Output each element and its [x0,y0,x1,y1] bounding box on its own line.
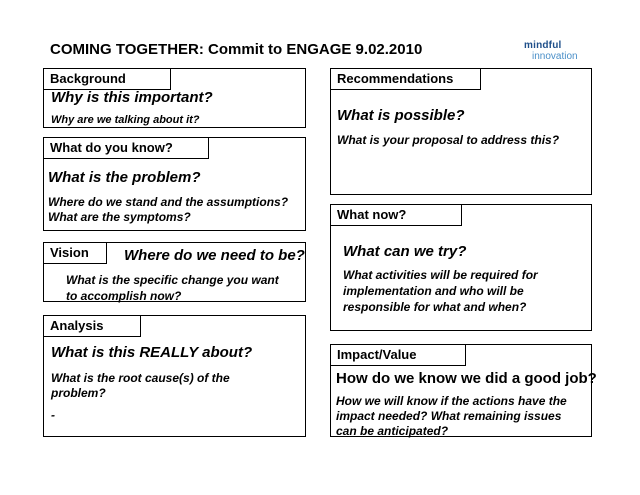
what-now-tab: What now? [330,204,462,226]
impact-value-tab: Impact/Value [330,344,466,366]
analysis-dash: - [51,408,55,422]
know-sub2: What are the symptoms? [48,210,191,224]
know-question: What is the problem? [48,169,201,186]
analysis-sub1: What is the root cause(s) of the [51,371,230,385]
page-title: COMING TOGETHER: Commit to ENGAGE 9.02.2010 [50,41,423,58]
vision-sub1: What is the specific change you want [66,273,279,287]
background-tab: Background [43,68,171,90]
know-sub1: Where do we stand and the assumptions? [48,195,289,209]
know-box [43,137,306,231]
background-question: Why is this important? [51,89,213,106]
recommendations-tab: Recommendations [330,68,481,90]
vision-sub2: to accomplish now? [66,289,182,303]
what-now-box [330,204,592,331]
recommendations-question: What is possible? [337,107,465,124]
what-now-sub1: What activities will be required for [343,268,538,282]
impact-value-sub3: can be anticipated? [336,424,449,438]
what-now-question: What can we try? [343,243,467,260]
know-tab: What do you know? [43,137,209,159]
analysis-box [43,315,306,437]
analysis-sub2: problem? [51,386,106,400]
vision-question: Where do we need to be? [124,247,305,264]
analysis-tab: Analysis [43,315,141,337]
what-now-sub3: responsible for what and when? [343,300,527,314]
impact-value-box [330,344,597,438]
what-now-sub2: implementation and who will be [343,284,524,298]
recommendations-box [330,68,592,195]
analysis-question: What is this REALLY about? [51,344,253,361]
mindful-innovation-logo [522,40,592,66]
vision-box [43,242,306,302]
impact-value-sub1: How we will know if the actions have the [336,394,567,408]
vision-tab: Vision [43,242,107,264]
background-sub: Why are we talking about it? [51,114,200,126]
recommendations-sub: What is your proposal to address this? [337,133,560,147]
impact-value-sub2: impact needed? What remaining issues [336,409,562,423]
impact-value-question: How do we know we did a good job? [336,370,597,387]
logo-line2: innovation [532,51,578,62]
background-box [43,68,306,128]
logo-line1: mindful [524,40,562,51]
